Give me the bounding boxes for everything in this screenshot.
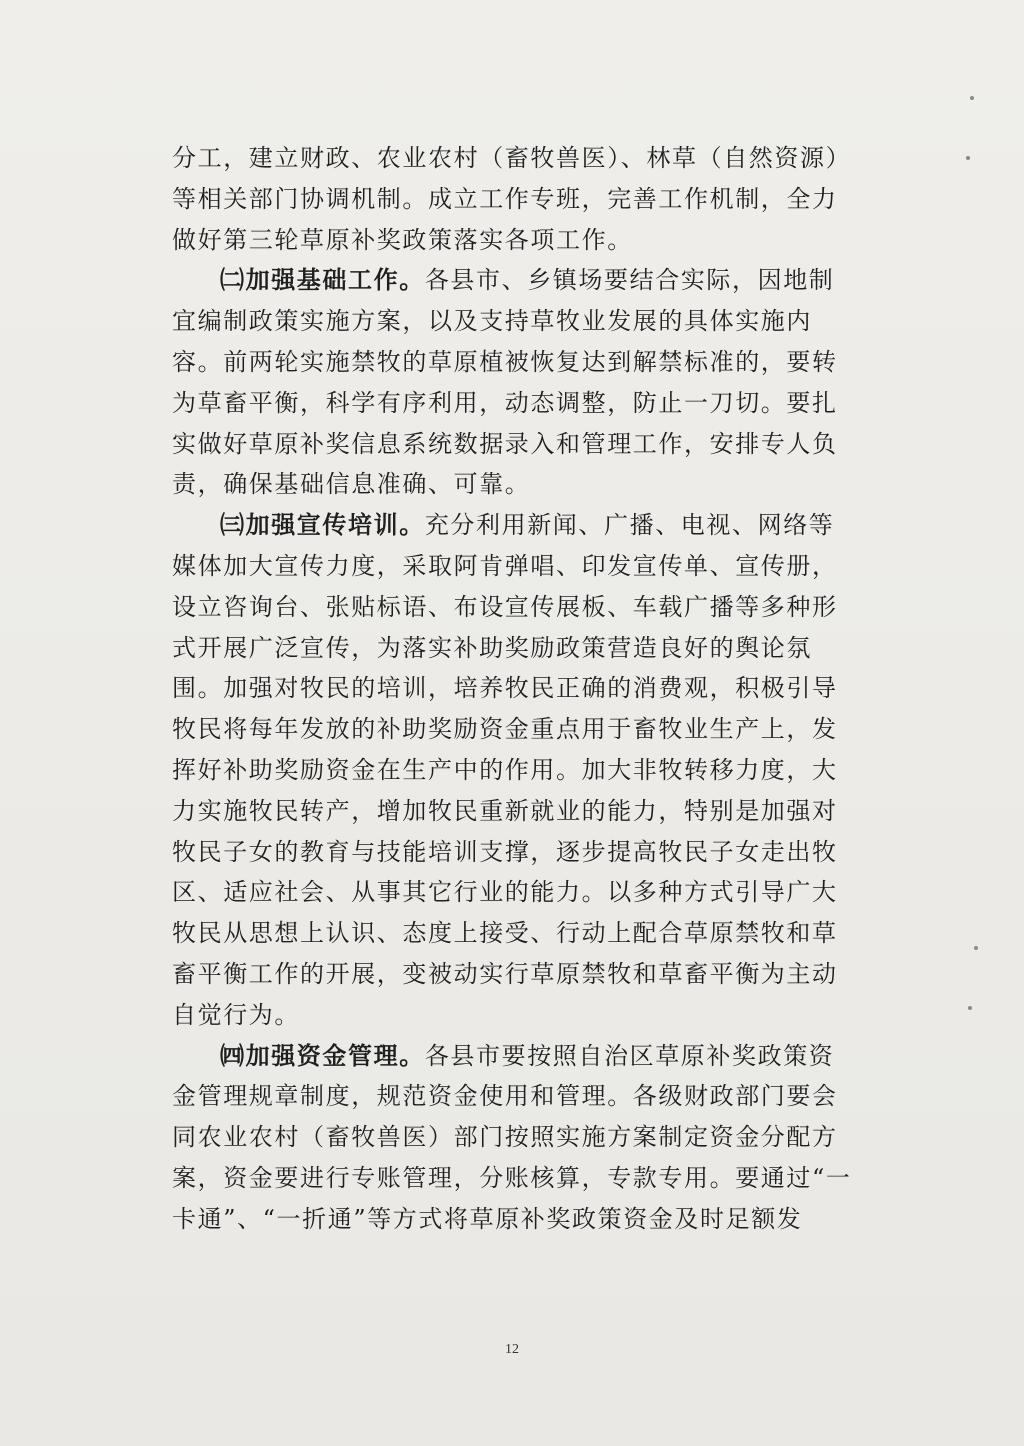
text-span: 充分利用新闻、广播、电视、网络等	[424, 511, 835, 540]
text-line: 做好第三轮草原补奖政策落实各项工作。	[172, 225, 633, 254]
paragraph-4	[172, 1036, 884, 1240]
paragraph-1	[172, 138, 884, 260]
text-line: 案，资金要进行专账管理，分账核算，专款专用。要通过“一	[172, 1163, 852, 1192]
text-line: 自觉行为。	[172, 1000, 300, 1029]
text-line: 设立咨询台、张贴标语、布设宣传展板、车载广播等多种形	[172, 592, 838, 621]
text-line: 同农业农村（畜牧兽医）部门按照实施方案制定资金分配方	[172, 1123, 838, 1152]
text-line	[172, 1036, 884, 1077]
text-line: 挥好补助奖励资金在生产中的作用。加大非牧转移力度，大	[172, 755, 838, 784]
section-heading: ㈢加强宣传培训。	[220, 510, 425, 540]
text-line	[172, 260, 884, 301]
text-line: 媒体加大宣传力度，采取阿肯弹唱、印发宣传单、宣传册，	[172, 551, 838, 580]
text-line: 为草畜平衡，科学有序利用，动态调整，防止一刀切。要扎	[172, 388, 838, 417]
body-text	[172, 138, 884, 1240]
scan-mark	[966, 156, 970, 160]
text-line: 金管理规章制度，规范资金使用和管理。各级财政部门要会	[172, 1082, 838, 1111]
text-line: 等相关部门协调机制。成立工作专班，完善工作机制，全力	[172, 184, 838, 213]
text-line	[172, 505, 884, 546]
text-line: 式开展广泛宣传，为落实补助奖励政策营造良好的舆论氛	[172, 633, 812, 662]
text-line: 力实施牧民转产，增加牧民重新就业的能力，特别是加强对	[172, 796, 838, 825]
text-line: 围。加强对牧民的培训，培养牧民正确的消费观，积极引导	[172, 674, 838, 703]
paragraph-3	[172, 505, 884, 1035]
text-line: 实做好草原补奖信息系统数据录入和管理工作，安排专人负	[172, 429, 838, 458]
paragraph-2	[172, 260, 884, 505]
text-line: 卡通”、“一折通”等方式将草原补奖政策资金及时足额发	[172, 1204, 803, 1233]
text-line: 容。前两轮实施禁牧的草原植被恢复达到解禁标准的，要转	[172, 347, 838, 376]
text-line: 牧民子女的教育与技能培训支撑，逐步提高牧民子女走出牧	[172, 837, 838, 866]
text-line: 区、适应社会、从事其它行业的能力。以多种方式引导广大	[172, 878, 838, 907]
text-line: 分工，建立财政、农业农村（畜牧兽医）、林草（自然资源）	[172, 144, 852, 172]
scan-mark	[970, 96, 974, 100]
text-line: 牧民将每年发放的补助奖励资金重点用于畜牧业生产上，发	[172, 715, 838, 744]
text-line: 畜平衡工作的开展，变被动实行草原禁牧和草畜平衡为主动	[172, 959, 838, 988]
page-number: 12	[505, 1342, 519, 1357]
section-heading: ㈣加强资金管理。	[220, 1040, 425, 1070]
text-span: 各县市、乡镇场要结合实际，因地制	[424, 266, 835, 295]
scan-mark	[974, 946, 978, 950]
scan-mark	[968, 1006, 972, 1010]
text-line: 牧民从思想上认识、态度上接受、行动上配合草原禁牧和草	[172, 919, 838, 948]
text-line: 宜编制政策实施方案，以及支持草牧业发展的具体实施内	[172, 307, 812, 336]
text-span: 各县市要按照自治区草原补奖政策资	[424, 1041, 835, 1070]
section-heading: ㈡加强基础工作。	[220, 265, 425, 295]
text-line: 责，确保基础信息准确、可靠。	[172, 470, 531, 499]
